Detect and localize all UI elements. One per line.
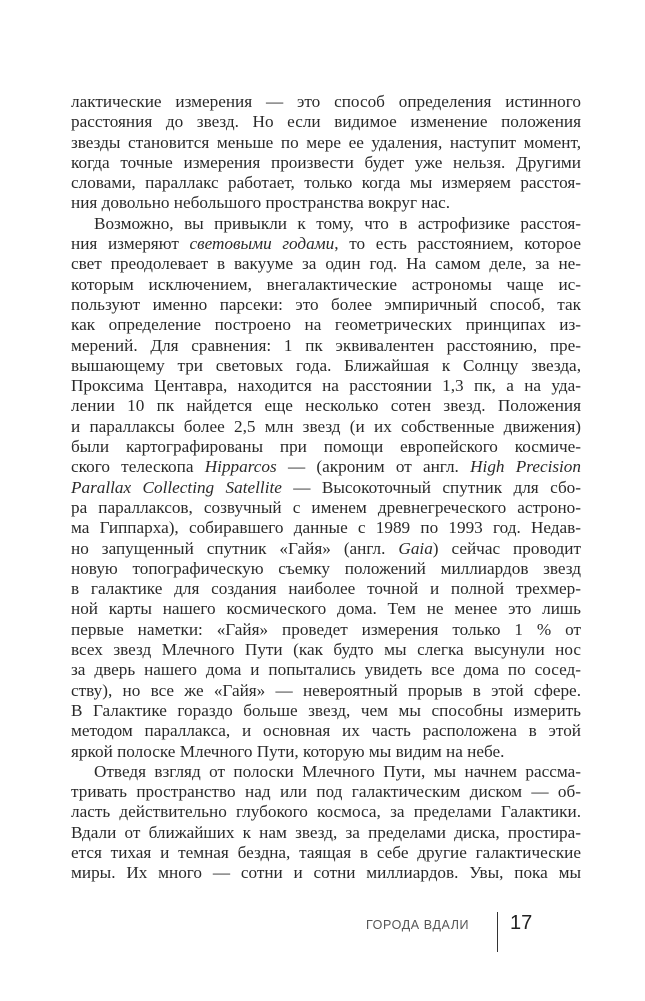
text-line xyxy=(71,396,581,416)
text-run: которым исключением, внегалактические астрономы чаще ис- xyxy=(71,274,581,294)
text-run: ния измеряют xyxy=(71,234,190,254)
text-run: ма Гиппарха), собиравшего данные с 1989 по 1993 год. Недав- xyxy=(71,518,581,538)
text-line xyxy=(71,92,581,112)
text-line xyxy=(71,295,581,315)
paragraph xyxy=(71,762,581,884)
text-line xyxy=(71,133,581,153)
text-run: мерений. Для сравнения: 1 пк эквивалентен расстоянию, пре- xyxy=(71,335,581,355)
text-run: ной карты нашего космического дома. Тем не менее это лишь xyxy=(71,599,581,619)
footer-divider xyxy=(497,912,498,952)
text-line xyxy=(71,336,581,356)
text-run: , то есть расстоянием, которое xyxy=(334,234,581,254)
text-line xyxy=(71,660,581,680)
text-line xyxy=(71,802,581,822)
text-run: были картографированы при помощи европейского космиче- xyxy=(71,437,581,457)
text-line xyxy=(71,863,581,883)
text-run: тривать пространство над или под галактическим диском — об- xyxy=(71,782,581,802)
text-line xyxy=(71,498,581,518)
text-run: Возможно, вы привыкли к тому, что в астрофизике расстоя- xyxy=(94,213,581,233)
text-run: ра параллаксов, созвучный с именем древнегреческого астроно- xyxy=(71,497,581,517)
text-line xyxy=(71,275,581,295)
text-run: звезды становится меньше по мере ее удаления, наступит момент, xyxy=(71,132,581,152)
text-line xyxy=(71,701,581,721)
text-line xyxy=(71,762,581,782)
text-line xyxy=(71,478,581,498)
text-run: в галактике для создания наиболее точной и полной трехмер- xyxy=(71,579,581,599)
text-line xyxy=(71,254,581,274)
text-run: ния довольно небольшого пространства вокруг нас. xyxy=(71,193,451,213)
running-title: ГОРОДА ВДАЛИ xyxy=(366,918,470,932)
text-run: лении 10 пк найдется еще несколько сотен звезд. Положения xyxy=(71,396,581,416)
text-run: но запущенный спутник «Гайя» (англ. xyxy=(71,538,399,558)
text-line xyxy=(71,315,581,335)
text-run: свет преодолевает в вакууме за один год. На самом деле, за не- xyxy=(71,254,581,274)
text-line xyxy=(71,681,581,701)
text-run: Отведя взгляд от полоски Млечного Пути, мы начнем рассма- xyxy=(94,761,581,781)
text-line xyxy=(71,457,581,477)
text-run: ского телескопа xyxy=(71,457,205,477)
text-line xyxy=(71,539,581,559)
text-line xyxy=(71,559,581,579)
text-run: ласть действительно глубокого космоса, за пределами Галактики. xyxy=(71,802,581,822)
text-line xyxy=(71,843,581,863)
text-line xyxy=(71,214,581,234)
text-run: словами, параллакс работает, только когда мы измеряем расстоя- xyxy=(71,173,581,193)
text-run: лактические измерения — это способ определения истинного xyxy=(71,92,581,111)
text-run: когда точные измерения произвести будет уже нельзя. Другими xyxy=(71,152,581,172)
text-run: расстояния до звезд. Но если видимое изменение положения xyxy=(71,112,581,132)
text-line xyxy=(71,112,581,132)
text-line xyxy=(71,376,581,396)
text-run: В Галактике гораздо больше звезд, чем мы способны измерить xyxy=(71,700,581,720)
text-line xyxy=(71,417,581,437)
text-run: за дверь нашего дома и попытались увидеть все дома по сосед- xyxy=(71,660,581,680)
text-line xyxy=(71,193,581,213)
text-line xyxy=(71,640,581,660)
italic-text: Parallax Collecting Satellite xyxy=(71,477,282,497)
text-run: яркой полоске Млечного Пути, которую мы видим на небе. xyxy=(71,741,505,761)
italic-text: световыми годами xyxy=(189,234,335,254)
text-run: Проксима Центавра, находится на расстоянии 1,3 пк, а на уда- xyxy=(71,376,581,396)
text-run: вышающему три световых года. Ближайшая к Солнцу звезда, xyxy=(71,355,581,375)
text-line xyxy=(71,823,581,843)
text-line xyxy=(71,234,581,254)
text-run: методом параллакса, и основная их часть расположена в этой xyxy=(71,721,581,741)
italic-text: Hipparcos xyxy=(204,457,277,477)
text-line xyxy=(71,782,581,802)
text-line xyxy=(71,518,581,538)
text-line xyxy=(71,620,581,640)
text-run: ется тихая и темная бездна, таящая в себе другие галактические xyxy=(71,842,581,862)
italic-text: Gaia xyxy=(398,538,433,558)
text-run: первые наметки: «Гайя» проведет измерения только 1 % от xyxy=(71,619,581,639)
text-run: Вдали от ближайших к нам звезд, за пределами диска, простира- xyxy=(71,822,581,842)
text-run: пользуют именно парсеки: это более эмпиричный способ, так xyxy=(71,294,581,314)
text-run: — Высокоточный спутник для сбо- xyxy=(281,477,582,497)
text-line xyxy=(71,599,581,619)
paragraph xyxy=(71,214,581,762)
text-run: ) сейчас проводит xyxy=(432,538,581,558)
text-run: — (акроним от англ. xyxy=(276,457,471,477)
text-run: как определение построено на геометрических принципах из- xyxy=(71,315,581,335)
text-line xyxy=(71,153,581,173)
paragraph xyxy=(71,92,581,214)
text-run: миры. Их много — сотни и сотни миллиардов. Увы, пока мы xyxy=(71,863,581,883)
italic-text: High Precision xyxy=(470,457,581,477)
text-run: всех звезд Млечного Пути (как будто мы слегка высунули нос xyxy=(71,640,581,660)
text-line xyxy=(71,742,581,762)
page-number: 17 xyxy=(510,912,533,934)
text-line xyxy=(71,579,581,599)
text-run: ству), но все же «Гайя» — невероятный прорыв в этой сфере. xyxy=(71,680,581,700)
text-line xyxy=(71,173,581,193)
body-text xyxy=(71,92,581,884)
text-run: и параллаксы более 2,5 млн звезд (и их собственные движения) xyxy=(71,416,581,436)
text-line xyxy=(71,437,581,457)
text-line xyxy=(71,356,581,376)
text-line xyxy=(71,721,581,741)
text-run: новую топографическую съемку положений миллиардов звезд xyxy=(71,558,581,578)
